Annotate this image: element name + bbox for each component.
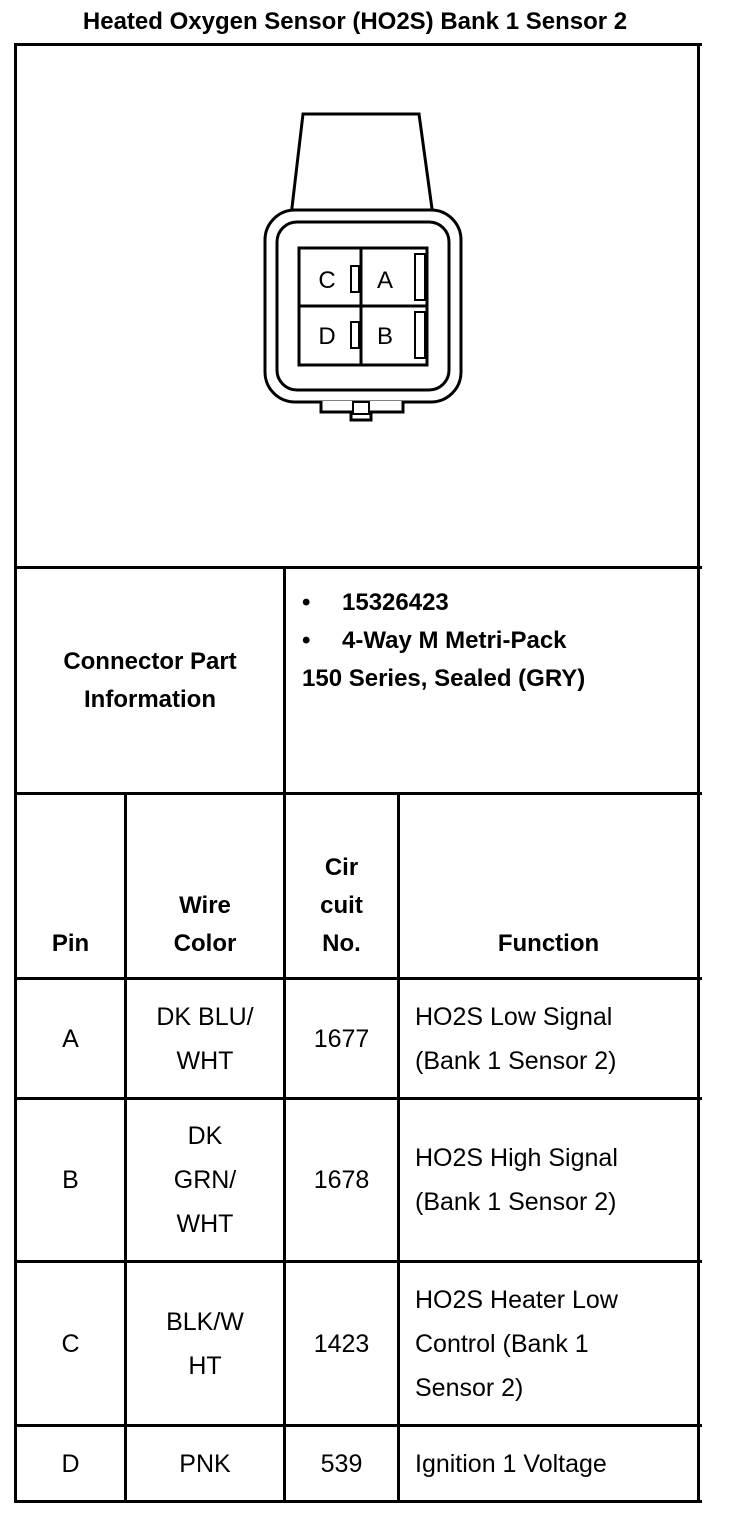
wire-color-line: WHT: [176, 1210, 234, 1238]
circuit-value: 1423: [313, 1329, 370, 1358]
header-pin-label: Pin: [51, 930, 90, 957]
bullet-description: •: [302, 627, 311, 654]
row-c-pin: [17, 1263, 124, 1424]
frame-right-border: [697, 43, 700, 1503]
row-c-function: [400, 1263, 697, 1424]
wire-color-line: BLK/W: [166, 1307, 244, 1336]
row-b-pin: [17, 1100, 124, 1260]
header-circuit-line3: No.: [322, 930, 361, 957]
row-a-wire: [127, 980, 283, 1097]
part-number: 15326423: [342, 589, 449, 616]
function-line: (Bank 1 Sensor 2): [415, 1046, 617, 1075]
bullet-part-number: •: [302, 589, 311, 616]
wire-color-line: GRN/: [173, 1166, 237, 1194]
wire-color-line: DK: [187, 1122, 223, 1150]
row-c-wire: [127, 1263, 283, 1424]
frame-bottom-border: [14, 1500, 702, 1503]
header-circuit-line2: cuit: [320, 892, 363, 919]
connector-info-label-line2: Information: [84, 686, 216, 713]
row-b-circuit: [286, 1100, 397, 1260]
pin-value: C: [61, 1329, 80, 1358]
connector-info-label-line1: Connector Part: [63, 648, 237, 675]
row-a-pin: [17, 980, 124, 1097]
connector-description-line1: 4-Way M Metri-Pack: [342, 627, 567, 654]
row-d-wire: [127, 1427, 283, 1500]
cavity-label-d: D: [318, 323, 336, 350]
circuit-value: 1678: [313, 1166, 370, 1194]
function-line: Control (Bank 1: [415, 1329, 589, 1358]
function-line: Ignition 1 Voltage: [415, 1449, 607, 1478]
connector-info-details: [302, 584, 692, 784]
function-line: Sensor 2): [415, 1373, 524, 1402]
cavity-label-b: B: [376, 323, 394, 350]
connector-info-label: [17, 569, 283, 793]
connector-description-line2: 150 Series, Sealed (GRY): [302, 665, 586, 692]
header-wire-line2: Color: [173, 930, 237, 957]
row-d-pin: [17, 1427, 124, 1500]
row-b-function: [400, 1100, 697, 1260]
row-a-function: [400, 980, 697, 1097]
row-d-circuit: [286, 1427, 397, 1500]
cavity-label-c: C: [318, 267, 336, 294]
function-line: HO2S High Signal: [415, 1144, 618, 1172]
function-line: HO2S Low Signal: [415, 1002, 613, 1031]
header-pin: [17, 795, 124, 977]
header-function-label: Function: [497, 930, 600, 957]
row-b-wire: [127, 1100, 283, 1260]
pin-value: D: [61, 1449, 80, 1478]
circuit-value: 1677: [313, 1024, 370, 1053]
function-line: (Bank 1 Sensor 2): [415, 1188, 617, 1216]
wire-color-line: WHT: [176, 1046, 234, 1075]
header-wire-color: [127, 795, 283, 977]
pin-value: A: [62, 1024, 79, 1053]
connector-diagram: [255, 108, 470, 428]
wire-color-line: PNK: [179, 1449, 231, 1478]
row-d-function: [400, 1427, 697, 1500]
cavity-label-a: A: [376, 267, 394, 294]
connector-latch: [321, 401, 403, 420]
wire-color-line: HT: [188, 1351, 222, 1380]
page-title: Heated Oxygen Sensor (HO2S) Bank 1 Sensor 2: [82, 8, 628, 35]
header-circuit: [286, 795, 397, 977]
function-line: HO2S Heater Low: [415, 1285, 618, 1314]
header-wire-line1: Wire: [179, 892, 231, 919]
frame-top-border: [14, 43, 702, 46]
circuit-value: 539: [320, 1449, 363, 1478]
row-c-circuit: [286, 1263, 397, 1424]
header-function: [400, 795, 697, 977]
header-circuit-line1: Cir: [324, 854, 359, 881]
row-a-circuit: [286, 980, 397, 1097]
divider-info-vertical: [283, 566, 286, 794]
connector-housing-top: [291, 114, 433, 216]
wire-color-line: DK BLU/: [156, 1002, 254, 1031]
pin-value: B: [62, 1166, 79, 1194]
